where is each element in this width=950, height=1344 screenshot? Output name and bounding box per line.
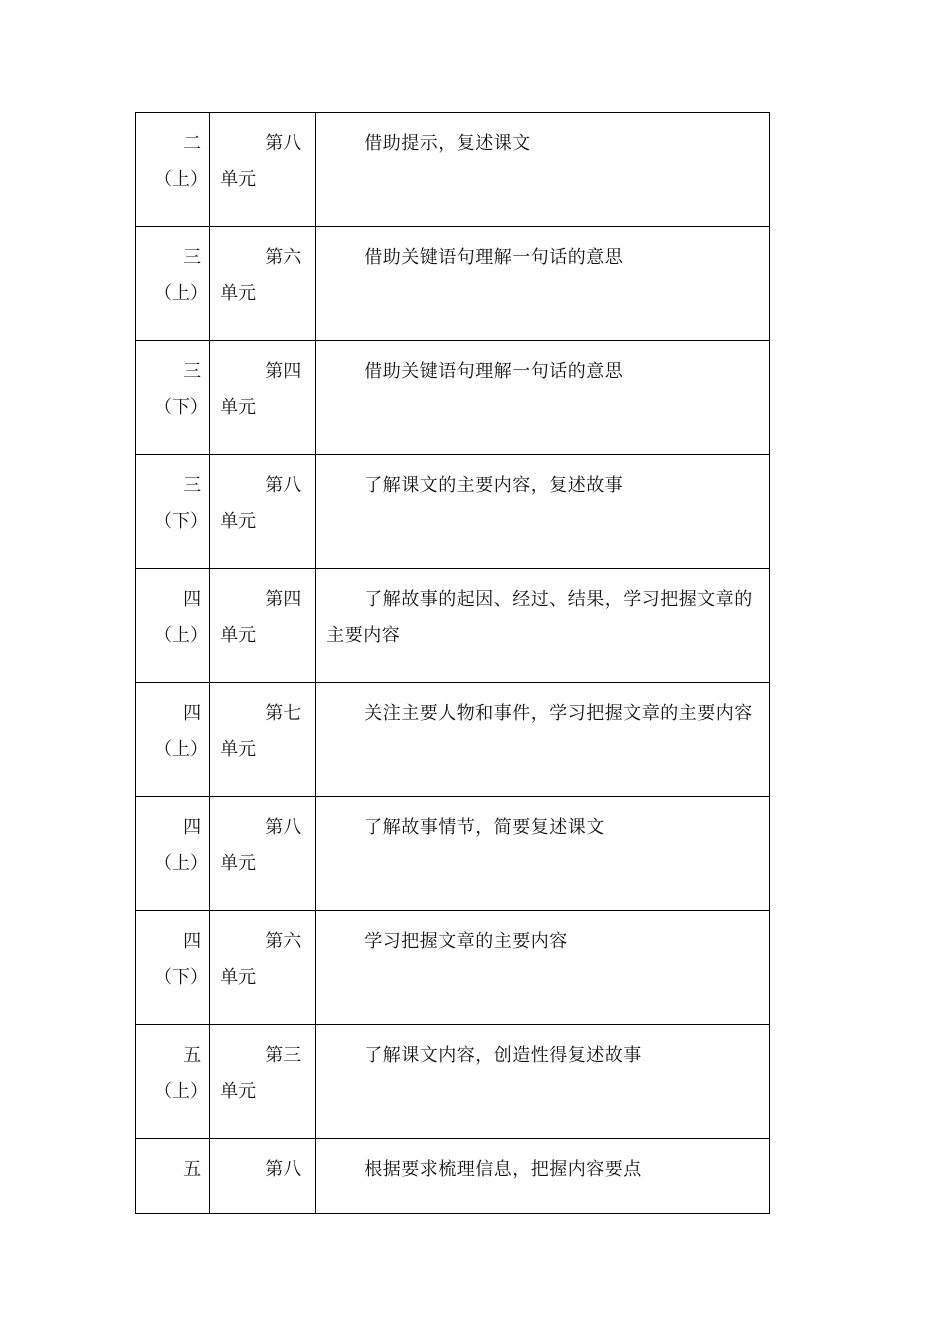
grade-label: 五 — [183, 1159, 202, 1180]
content-cell — [316, 1025, 770, 1139]
unit-cell — [210, 341, 316, 455]
content-cell — [316, 227, 770, 341]
unit-cell — [210, 1025, 316, 1139]
content-cell — [316, 341, 770, 455]
grade-label: 四 — [183, 589, 202, 610]
unit-number: 第八 — [265, 475, 302, 496]
content-cell — [316, 683, 770, 797]
unit-cell — [210, 569, 316, 683]
term-label: （上） — [154, 625, 208, 646]
term-label: （上） — [154, 169, 208, 190]
unit-suffix: 单元 — [220, 739, 257, 760]
unit-number: 第四 — [265, 361, 302, 382]
table-row — [136, 797, 770, 911]
grade-cell — [136, 569, 210, 683]
content-text: 借助提示，复述课文 — [364, 133, 531, 154]
unit-suffix: 单元 — [220, 853, 257, 874]
unit-cell — [210, 911, 316, 1025]
term-label: （上） — [154, 283, 208, 304]
content-text: 根据要求梳理信息，把握内容要点 — [364, 1159, 642, 1180]
unit-number: 第八 — [265, 817, 302, 838]
unit-number: 第六 — [265, 931, 302, 952]
content-text: 关注主要人物和事件，学习把握文章的主要内容 — [364, 703, 753, 724]
unit-cell — [210, 227, 316, 341]
unit-suffix: 单元 — [220, 625, 257, 646]
unit-suffix: 单元 — [220, 397, 257, 418]
content-text: 借助关键语句理解一句话的意思 — [364, 361, 624, 382]
grade-cell — [136, 341, 210, 455]
grade-label: 四 — [183, 931, 202, 952]
unit-number: 第四 — [265, 589, 302, 610]
content-cell — [316, 569, 770, 683]
content-text: 借助关键语句理解一句话的意思 — [364, 247, 624, 268]
unit-cell — [210, 1139, 316, 1214]
unit-suffix: 单元 — [220, 511, 257, 532]
table-row — [136, 1025, 770, 1139]
unit-number: 第八 — [265, 133, 302, 154]
grade-label: 四 — [183, 703, 202, 724]
curriculum-table — [135, 112, 770, 1214]
unit-cell — [210, 113, 316, 227]
content-cell — [316, 113, 770, 227]
grade-label: 五 — [183, 1045, 202, 1066]
term-label: （上） — [154, 853, 208, 874]
table-row — [136, 1139, 770, 1214]
grade-cell — [136, 455, 210, 569]
grade-label: 三 — [183, 247, 202, 268]
content-text: 学习把握文章的主要内容 — [364, 931, 568, 952]
content-cell — [316, 911, 770, 1025]
table-row — [136, 455, 770, 569]
table-row — [136, 341, 770, 455]
table-row — [136, 569, 770, 683]
table-row — [136, 227, 770, 341]
content-cell — [316, 797, 770, 911]
grade-cell — [136, 911, 210, 1025]
unit-cell — [210, 455, 316, 569]
grade-cell — [136, 113, 210, 227]
grade-label: 四 — [183, 817, 202, 838]
table-row — [136, 683, 770, 797]
content-cell — [316, 455, 770, 569]
term-label: （下） — [154, 397, 208, 418]
table-row — [136, 911, 770, 1025]
content-cell — [316, 1139, 770, 1214]
content-text: 了解故事的起因、经过、结果，学习把握文章的主要内容 — [326, 589, 753, 646]
term-label: （下） — [154, 967, 208, 988]
grade-cell — [136, 1139, 210, 1214]
unit-number: 第三 — [265, 1045, 302, 1066]
grade-cell — [136, 227, 210, 341]
unit-suffix: 单元 — [220, 967, 257, 988]
table-row — [136, 113, 770, 227]
unit-number: 第七 — [265, 703, 302, 724]
unit-number: 第八 — [265, 1159, 302, 1180]
unit-cell — [210, 683, 316, 797]
grade-label: 三 — [183, 361, 202, 382]
grade-label: 三 — [183, 475, 202, 496]
grade-cell — [136, 797, 210, 911]
grade-cell — [136, 683, 210, 797]
term-label: （上） — [154, 1081, 208, 1102]
term-label: （下） — [154, 511, 208, 532]
content-text: 了解课文的主要内容，复述故事 — [364, 475, 624, 496]
content-text: 了解故事情节，简要复述课文 — [364, 817, 605, 838]
unit-suffix: 单元 — [220, 283, 257, 304]
content-text: 了解课文内容，创造性得复述故事 — [364, 1045, 642, 1066]
unit-suffix: 单元 — [220, 1081, 257, 1102]
term-label: （上） — [154, 739, 208, 760]
unit-suffix: 单元 — [220, 169, 257, 190]
unit-number: 第六 — [265, 247, 302, 268]
grade-cell — [136, 1025, 210, 1139]
grade-label: 二 — [183, 133, 202, 154]
unit-cell — [210, 797, 316, 911]
